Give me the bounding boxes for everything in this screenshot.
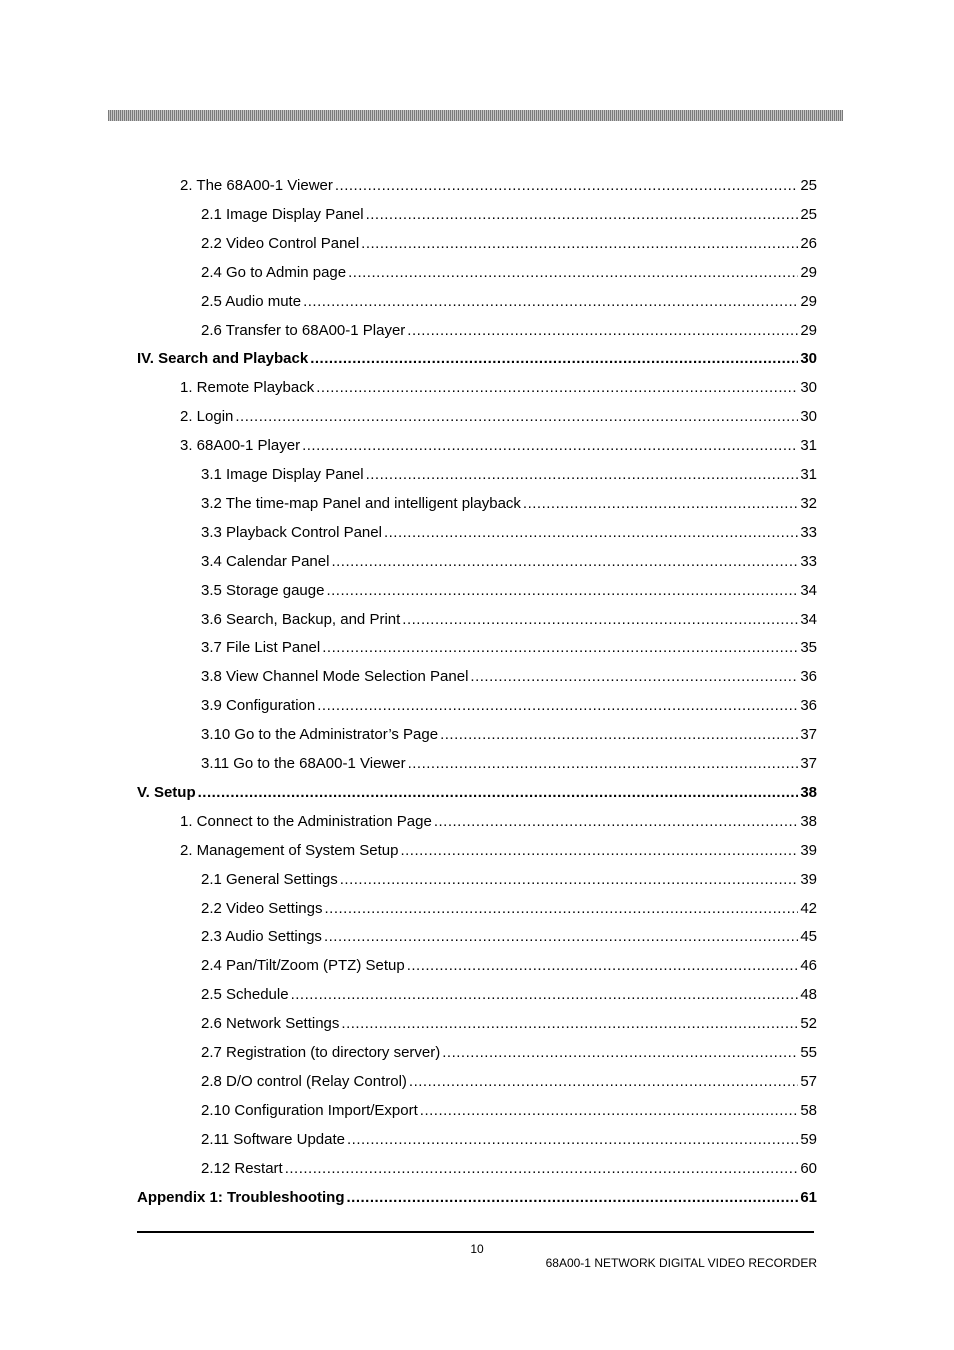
toc-entry-title: 2.1 Image Display Panel <box>201 205 364 223</box>
toc-entry-page: 60 <box>800 1159 817 1177</box>
toc-entry-page: 36 <box>800 697 817 715</box>
toc-dot-leader <box>361 235 798 253</box>
footer-divider <box>137 1231 814 1233</box>
toc-entry-page: 38 <box>800 812 817 830</box>
toc-entry-page: 45 <box>800 928 817 946</box>
toc-entry-title: 2.12 Restart <box>201 1159 283 1177</box>
toc-entry[interactable] <box>201 231 817 253</box>
toc-entry-page: 29 <box>800 321 817 339</box>
toc-entry-title: 2.2 Video Control Panel <box>201 234 360 252</box>
toc-entry[interactable] <box>201 867 817 889</box>
toc-entry-title: 3.5 Storage gauge <box>201 581 325 599</box>
toc-entry-title: 2.5 Schedule <box>201 986 289 1004</box>
toc-entry-page: 31 <box>800 466 817 483</box>
toc-entry[interactable] <box>137 346 817 368</box>
toc-dot-leader <box>366 466 799 484</box>
toc-dot-leader <box>407 957 799 975</box>
toc-entry-title: 2.3 Audio Settings <box>201 928 322 946</box>
toc-entry[interactable] <box>201 1011 817 1033</box>
toc-dot-leader <box>198 784 799 802</box>
toc-dot-leader <box>400 842 798 860</box>
toc-entry[interactable] <box>201 896 817 918</box>
toc-dot-leader <box>402 611 798 629</box>
toc-dot-leader <box>340 871 799 889</box>
toc-entry-page: 29 <box>800 263 817 281</box>
toc-entry-page: 58 <box>800 1101 817 1119</box>
toc-entry-page: 32 <box>800 494 817 512</box>
toc-entry-title: 2.8 D/O control (Relay Control) <box>201 1072 407 1090</box>
toc-dot-leader <box>316 379 798 397</box>
toc-entry-title: 3.6 Search, Backup, and Print <box>201 610 401 628</box>
toc-dot-leader <box>366 206 799 224</box>
toc-dot-leader <box>523 495 798 513</box>
toc-entry-title: Appendix 1: Troubleshooting <box>137 1188 345 1206</box>
toc-dot-leader <box>341 1015 798 1033</box>
toc-entry-title: 3.10 Go to the Administrator’s Page <box>201 726 439 744</box>
toc-entry-page: 38 <box>800 783 817 801</box>
toc-entry-title: 2.11 Software Update <box>201 1130 345 1148</box>
toc-dot-leader <box>409 1073 798 1091</box>
toc-entry-page: 46 <box>800 957 817 975</box>
toc-entry-page: 36 <box>800 668 817 686</box>
toc-dot-leader <box>420 1102 799 1120</box>
header-bar <box>108 110 843 121</box>
toc-entry-title: 2.10 Configuration Import/Export <box>201 1101 418 1119</box>
toc-entry-title: 3.1 Image Display Panel <box>201 466 364 483</box>
page-number: 10 <box>470 1242 484 1256</box>
toc-entry-page: 57 <box>800 1072 817 1090</box>
toc-dot-leader <box>322 639 798 657</box>
toc-entry[interactable] <box>180 838 817 860</box>
toc-dot-leader <box>310 350 798 368</box>
toc-entry-title: 3.9 Configuration <box>201 697 316 715</box>
toc-dot-leader <box>347 1131 798 1149</box>
toc-dot-leader <box>407 322 798 340</box>
toc-entry[interactable] <box>137 1185 817 1207</box>
toc-entry-title: 3.2 The time-map Panel and intelligent playback <box>201 494 521 512</box>
toc-entry[interactable] <box>201 549 817 571</box>
toc-entry-page: 26 <box>800 234 817 252</box>
footer-title: 68A00-1 NETWORK DIGITAL VIDEO RECORDER <box>545 1256 817 1270</box>
toc-dot-leader <box>335 177 798 195</box>
toc-entry-page: 30 <box>800 379 817 397</box>
toc-entry-page: 37 <box>800 726 817 744</box>
toc-dot-leader <box>324 900 798 918</box>
toc-dot-leader <box>442 1044 798 1062</box>
toc-dot-leader <box>348 264 798 282</box>
toc-dot-leader <box>235 408 798 426</box>
toc-entry-page: 55 <box>800 1044 817 1061</box>
toc-dot-leader <box>470 668 798 686</box>
toc-entry-page: 52 <box>800 1015 817 1033</box>
toc-entry-page: 61 <box>800 1188 817 1206</box>
toc-entry-page: 59 <box>800 1130 817 1148</box>
toc-entry[interactable] <box>201 924 817 946</box>
toc-entry[interactable] <box>201 462 817 484</box>
toc-entry-title: 3. 68A00-1 Player <box>180 437 301 455</box>
toc-entry-page: 39 <box>800 841 817 859</box>
toc-entry[interactable] <box>201 260 817 282</box>
toc-entry-title: IV. Search and Playback <box>137 350 309 368</box>
toc-dot-leader <box>317 697 798 715</box>
toc-dot-leader <box>326 582 798 600</box>
toc-entry-page: 39 <box>800 870 817 888</box>
toc-entry-title: 2.5 Audio mute <box>201 292 302 310</box>
toc-entry-page: 35 <box>800 639 817 657</box>
toc-entry-title: 2.2 Video Settings <box>201 899 323 917</box>
toc-entry-title: 2.1 General Settings <box>201 870 338 888</box>
toc-entry[interactable] <box>201 607 817 629</box>
toc-dot-leader <box>331 553 798 571</box>
toc-entry-page: 25 <box>800 177 817 194</box>
toc-entry-title: 2.6 Transfer to 68A00-1 Player <box>201 321 406 339</box>
toc-entry[interactable] <box>180 404 817 426</box>
toc-entry[interactable] <box>201 953 817 975</box>
toc-entry[interactable] <box>180 173 817 195</box>
toc-entry[interactable] <box>201 491 817 513</box>
toc-entry[interactable] <box>201 289 817 311</box>
toc-entry-title: 2. Login <box>180 408 234 426</box>
toc-entry[interactable] <box>137 780 817 802</box>
toc-dot-leader <box>440 726 798 744</box>
toc-entry-title: 3.11 Go to the 68A00-1 Viewer <box>201 755 406 772</box>
toc-entry-page: 34 <box>800 581 817 599</box>
toc-entry[interactable] <box>201 722 817 744</box>
toc-entry-page: 30 <box>800 408 817 426</box>
toc-entry-title: 3.7 File List Panel <box>201 639 321 657</box>
toc-entry-title: V. Setup <box>137 783 196 801</box>
toc-entry-page: 48 <box>800 986 817 1004</box>
toc-entry-page: 30 <box>800 350 817 368</box>
toc-dot-leader <box>291 986 799 1004</box>
toc-entry[interactable] <box>180 433 817 455</box>
toc-dot-leader <box>303 293 798 311</box>
toc-entry[interactable] <box>201 1040 817 1062</box>
toc-entry[interactable] <box>201 1069 817 1091</box>
toc-entry-title: 2.6 Network Settings <box>201 1015 340 1033</box>
toc-dot-leader <box>347 1189 799 1207</box>
toc-entry[interactable] <box>201 318 817 340</box>
toc-dot-leader <box>324 928 798 946</box>
toc-entry-title: 1. Remote Playback <box>180 379 315 397</box>
toc-entry[interactable] <box>201 202 817 224</box>
toc-entry-page: 42 <box>800 899 817 917</box>
toc-entry-page: 25 <box>800 205 817 223</box>
toc-entry[interactable] <box>180 809 817 831</box>
toc-entry-title: 2.7 Registration (to directory server) <box>201 1044 441 1061</box>
toc-entry-title: 1. Connect to the Administration Page <box>180 812 432 830</box>
toc-entry-title: 3.3 Playback Control Panel <box>201 523 382 541</box>
toc-entry[interactable] <box>201 982 817 1004</box>
toc-entry[interactable] <box>201 1098 817 1120</box>
toc-entry-page: 31 <box>800 437 817 455</box>
toc-entry-title: 2. The 68A00-1 Viewer <box>180 177 333 194</box>
toc-entry-title: 2. Management of System Setup <box>180 841 399 859</box>
toc-entry-page: 34 <box>800 610 817 628</box>
toc-entry[interactable] <box>201 1127 817 1149</box>
toc-dot-leader <box>384 524 798 542</box>
toc-dot-leader <box>408 755 799 773</box>
toc-entry-page: 33 <box>800 552 817 570</box>
toc-entry[interactable] <box>201 751 817 773</box>
toc-dot-leader <box>285 1160 799 1178</box>
toc-entry[interactable] <box>180 375 817 397</box>
toc-dot-leader <box>302 437 798 455</box>
toc-entry[interactable] <box>201 693 817 715</box>
toc-entry[interactable] <box>201 635 817 657</box>
toc-entry[interactable] <box>201 520 817 542</box>
toc-entry-title: 3.4 Calendar Panel <box>201 552 330 570</box>
toc-entry-title: 3.8 View Channel Mode Selection Panel <box>201 668 469 686</box>
toc-entry[interactable] <box>201 578 817 600</box>
toc-entry-title: 2.4 Pan/Tilt/Zoom (PTZ) Setup <box>201 957 405 975</box>
toc-entry[interactable] <box>201 664 817 686</box>
toc-entry-page: 29 <box>800 292 817 310</box>
toc-entry-title: 2.4 Go to Admin page <box>201 263 347 281</box>
toc-entry-page: 33 <box>800 523 817 541</box>
toc-entry-page: 37 <box>800 755 817 772</box>
toc-entry[interactable] <box>201 1156 817 1178</box>
toc-dot-leader <box>434 813 798 831</box>
